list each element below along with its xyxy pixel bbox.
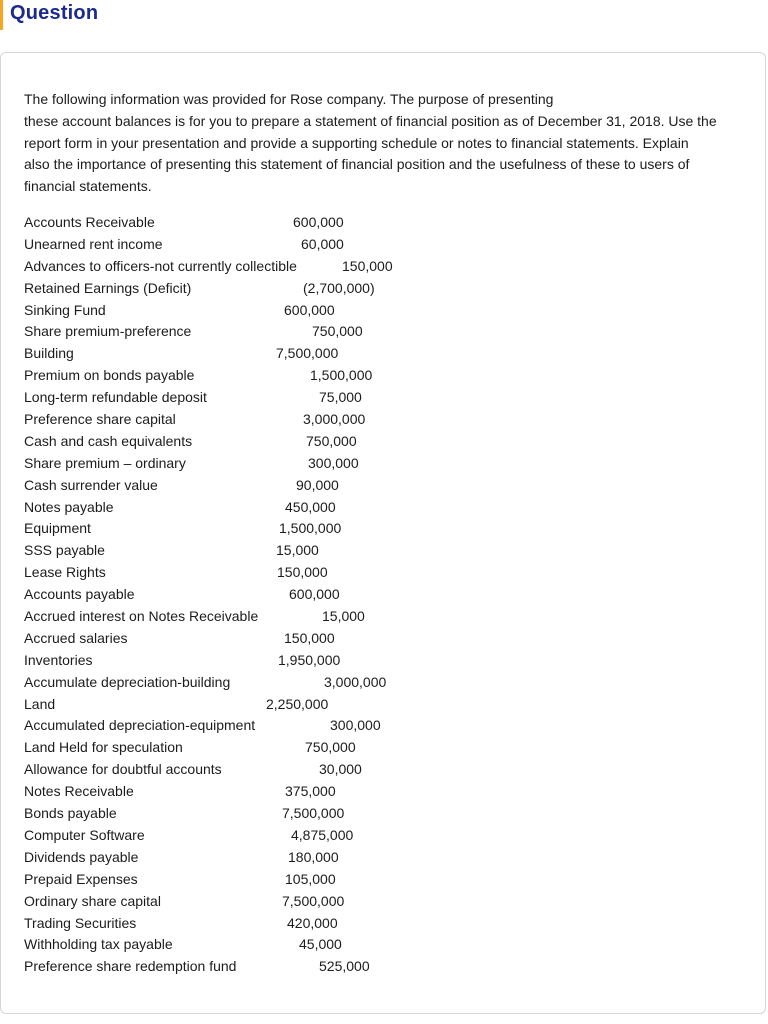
intro-line: report form in your presentation and provide a supporting schedule or notes to financial statements. Explain [24,134,689,151]
account-amount: 1,500,000 [279,520,342,537]
account-amount: 3,000,000 [303,411,366,428]
account-label: Accrued salaries [24,629,128,646]
account-row [0,453,768,475]
account-row [0,913,768,935]
account-balance-list [0,212,768,978]
account-row [0,956,768,978]
account-row [0,409,768,431]
account-label: Notes Receivable [24,783,134,800]
account-amount: (2,700,000) [303,279,375,296]
account-label: Equipment [24,520,91,537]
account-label: Prepaid Expenses [24,870,138,887]
account-label: Accounts Receivable [24,214,155,230]
account-row [0,584,768,606]
account-label: Notes payable [24,498,114,515]
account-label: Sinking Fund [24,301,106,318]
account-amount: 7,500,000 [276,345,339,362]
account-label: Preference share redemption fund [24,958,237,975]
account-label: Retained Earnings (Deficit) [24,279,192,296]
account-row [0,365,768,387]
account-row [0,212,768,234]
account-amount: 60,000 [301,235,344,252]
account-amount: 750,000 [306,432,357,449]
account-row [0,628,768,650]
header-accent-bar [0,0,3,30]
account-row [0,562,768,584]
account-amount: 3,000,000 [324,673,387,690]
account-amount: 420,000 [287,914,338,931]
account-row [0,737,768,759]
account-label: Premium on bonds payable [24,367,195,384]
account-label: Long-term refundable deposit [24,389,207,406]
account-row [0,475,768,497]
account-amount: 4,875,000 [291,826,354,843]
question-header [0,0,768,32]
account-label: Allowance for doubtful accounts [24,761,222,778]
account-amount: 75,000 [319,389,362,406]
intro-line: The following information was provided for Rose company. The purpose of presenting [24,91,554,107]
account-row [0,518,768,540]
account-amount: 750,000 [312,323,363,340]
account-label: SSS payable [24,542,105,559]
account-label: Accumulate depreciation-building [24,673,231,690]
account-label: Accumulated depreciation-equipment [24,717,256,734]
account-label: Building [24,345,74,362]
intro-line: financial statements. [24,178,152,195]
account-amount: 600,000 [284,301,335,318]
account-amount: 525,000 [319,958,370,975]
account-row [0,234,768,256]
account-label: Bonds payable [24,805,117,822]
account-amount: 1,500,000 [310,367,373,384]
account-row [0,803,768,825]
account-label: Accrued interest on Notes Receivable [24,608,259,625]
account-row [0,694,768,716]
account-row [0,321,768,343]
account-label: Computer Software [24,826,145,843]
account-label: Withholding tax payable [24,936,173,953]
account-amount: 150,000 [277,564,328,581]
account-row [0,431,768,453]
account-row [0,934,768,956]
account-amount: 105,000 [285,870,336,887]
account-row [0,650,768,672]
account-row [0,825,768,847]
account-row [0,343,768,365]
account-row [0,847,768,869]
account-label: Land Held for speculation [24,739,183,756]
account-amount: 15,000 [322,608,365,625]
account-row [0,715,768,737]
account-label: Share premium-preference [24,323,192,340]
account-label: Cash surrender value [24,476,158,493]
account-amount: 375,000 [285,783,336,800]
page-title: Question [10,2,99,24]
account-row [0,781,768,803]
account-row [0,672,768,694]
account-amount: 750,000 [305,739,356,756]
account-row [0,540,768,562]
account-amount: 2,250,000 [266,695,329,712]
account-row [0,759,768,781]
account-amount: 180,000 [288,848,339,865]
account-label: Land [24,695,56,712]
account-amount: 600,000 [293,214,344,230]
account-label: Lease Rights [24,564,106,581]
account-amount: 150,000 [342,257,393,274]
intro-line: also the importance of presenting this statement of financial position and the usefulness of these to users of [24,156,690,173]
account-amount: 45,000 [299,936,342,953]
account-label: Advances to officers-not currently collectible [24,257,297,274]
account-amount: 7,500,000 [282,805,345,822]
account-label: Share premium – ordinary [24,454,186,471]
account-label: Ordinary share capital [24,892,161,909]
account-amount: 300,000 [308,454,359,471]
account-label: Cash and cash equivalents [24,432,193,449]
account-amount: 30,000 [319,761,362,778]
account-label: Unearned rent income [24,235,163,252]
intro-line: these account balances is for you to prepare a statement of financial position as of December 31, 2018. Use the [24,112,717,129]
account-row [0,497,768,519]
account-row [0,300,768,322]
account-label: Preference share capital [24,411,176,428]
account-label: Dividends payable [24,848,139,865]
account-row [0,606,768,628]
account-amount: 300,000 [330,717,381,734]
account-amount: 15,000 [276,542,319,559]
account-label: Accounts payable [24,586,135,603]
account-row [0,891,768,913]
account-amount: 90,000 [296,476,339,493]
account-row [0,256,768,278]
question-intro [24,89,742,198]
account-amount: 1,950,000 [278,651,341,668]
account-row [0,869,768,891]
account-row [0,387,768,409]
account-label: Trading Securities [24,914,137,931]
account-amount: 150,000 [284,629,335,646]
account-row [0,278,768,300]
account-amount: 7,500,000 [282,892,345,909]
account-amount: 600,000 [289,586,340,603]
account-amount: 450,000 [285,498,336,515]
account-label: Inventories [24,651,93,668]
